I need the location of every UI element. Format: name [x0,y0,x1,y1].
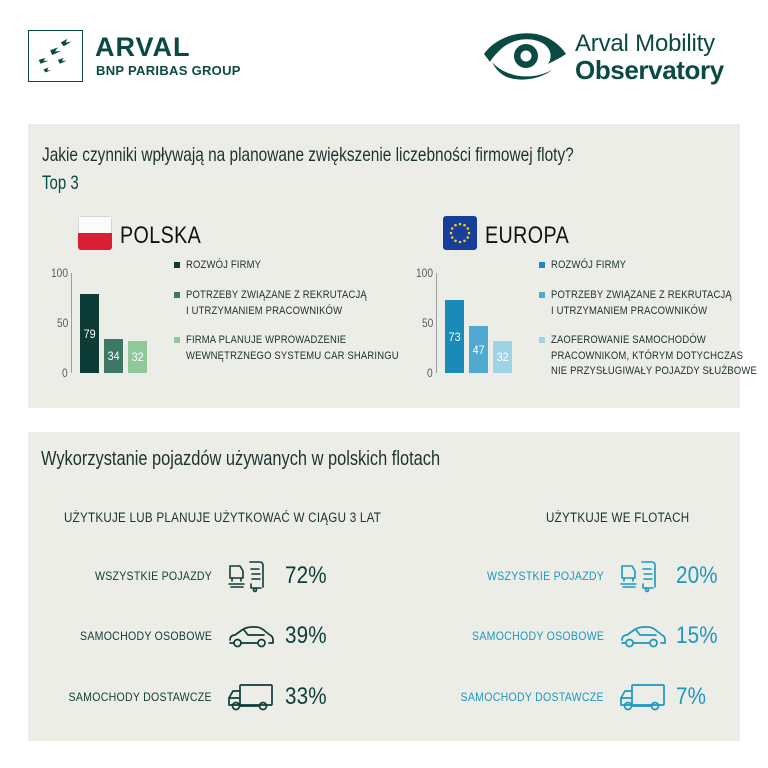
chart-title-poland: POLSKA [120,222,202,249]
legend-swatch [174,262,180,268]
right-column-heading: UŻYTKUJE WE FLOTACH [546,510,690,525]
bar [104,339,123,373]
bar-group [76,273,172,373]
legend-swatch [539,337,545,343]
bar-value-label: 73 [448,329,461,344]
used-vehicles-panel [28,432,740,741]
legend-item [186,288,396,319]
usage-value: 7% [676,683,707,710]
legend-item [551,258,638,274]
eu-flag-icon [443,216,477,250]
bar [469,326,488,373]
legend-item [551,288,761,319]
chart-title-europe: EUROPA [485,222,570,249]
legend-label: POTRZEBY ZWIĄZANE Z REKRUTACJĄ [551,289,732,301]
y-axis-line [436,273,437,373]
y-axis [415,266,441,380]
panel2-title: Wykorzystanie pojazdów używanych w polskich flotach [41,448,441,470]
bar-group [441,273,537,373]
legend-label: ROZWÓJ FIRMY [551,259,627,271]
bar [445,300,464,373]
usage-value: 39% [285,622,327,649]
y-tick: 100 [415,266,433,280]
bar [80,294,99,373]
legend-swatch [174,292,180,298]
usage-label: SAMOCHODY OSOBOWE [79,629,212,643]
legend-label: POTRZEBY ZWIĄZANE Z REKRUTACJĄ [186,289,367,301]
bar-value-label: 79 [83,326,96,341]
y-tick: 50 [421,316,433,330]
usage-label: WSZYSTKIE POJAZDY [486,569,604,583]
arval-group-label: BNP PARIBAS GROUP [96,63,241,78]
usage-label: WSZYSTKIE POJAZDY [94,569,212,583]
bar-value-label: 47 [472,342,485,357]
poland-chart [50,216,399,406]
legend-item [186,258,273,274]
usage-row [28,618,718,654]
y-tick: 100 [50,266,68,280]
van-icon [618,679,668,715]
legend-label: WEWNĘTRZNEGO SYSTEMU CAR SHARINGU [186,349,399,362]
y-tick: 50 [56,316,68,330]
usage-value: 15% [676,622,718,649]
y-axis [50,266,76,380]
y-tick: 0 [62,366,68,380]
vehicles-group-icon [618,558,662,594]
usage-label: SAMOCHODY DOSTAWCZE [460,690,604,704]
legend-label: I UTRZYMANIEM PRACOWNIKÓW [551,304,708,317]
europe-chart [415,216,755,406]
legend-swatch [539,292,545,298]
arval-wordmark: ARVAL [95,32,191,62]
panel1-title: Jakie czynniki wpływają na planowane zwiększenie liczebności firmowej floty? [42,144,574,166]
usage-value: 33% [285,683,327,710]
legend-label: FIRMA PLANUJE WPROWADZENIE [186,334,347,346]
legend-label: ZAOFEROWANIE SAMOCHODÓW [551,334,706,346]
usage-value: 72% [285,562,327,589]
bar-value-label: 32 [496,350,509,364]
bar-value-label: 34 [107,349,120,363]
legend-label: I UTRZYMANIEM PRACOWNIKÓW [186,304,343,317]
arval-logo-icon [28,30,83,82]
usage-label: SAMOCHODY OSOBOWE [471,629,604,643]
y-axis-line [71,273,72,373]
legend-item [186,333,433,364]
arval-birds-icon [29,31,82,81]
poland-flag-icon [78,216,112,250]
legend-swatch [174,337,180,343]
y-tick: 0 [427,366,433,380]
usage-label: SAMOCHODY DOSTAWCZE [68,690,212,704]
usage-value: 20% [676,562,718,589]
bar-value-label: 32 [131,350,144,364]
growth-factors-panel [28,124,757,408]
observatory-eye-icon [482,28,568,84]
legend-swatch [539,262,545,268]
panel1-subtitle: Top 3 [42,173,79,194]
observatory-title-line1: Arval Mobility [575,30,715,57]
usage-row [28,558,718,594]
bar [493,341,512,373]
observatory-title-line2: Observatory [575,55,724,85]
legend-label: NIE PRZYSŁUGIWAŁY POJAZDY SŁUŻBOWE [551,365,757,377]
left-column-heading: UŻYTKUJE LUB PLANUJE UŻYTKOWAĆ W CIĄGU 3 LAT [64,510,382,525]
legend-item [551,333,768,380]
legend-label: PRACOWNIKOM, KTÓRYM DOTYCHCZAS [551,349,744,362]
usage-row [28,679,707,715]
bar [128,341,147,373]
car-icon [618,618,668,654]
legend-label: ROZWÓJ FIRMY [186,259,262,271]
